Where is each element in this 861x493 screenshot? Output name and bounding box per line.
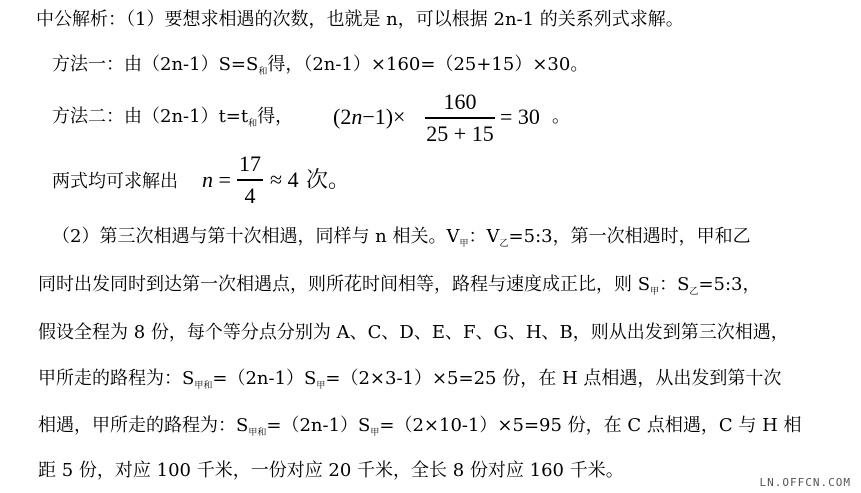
result-numerator: 17	[239, 151, 261, 176]
analysis-intro: 中公解析：（1）要想求相遇的次数，也就是 n，可以根据 2n-1 的关系列式求解。	[36, 9, 684, 30]
site-watermark: LN.OFFCN.COM	[759, 476, 851, 489]
method-one-text-b: 得，（2n-1）×160=（25+15）×30。	[267, 54, 589, 75]
result-text: 两式均可求解出	[52, 171, 178, 192]
fraction-denominator: 25 + 15	[426, 121, 494, 146]
part-two-line-1: （2）第三次相遇与第十次相遇，同样与 n 相关。$V_甲$：$V_乙=5:3$，第一次相遇时，甲和乙	[52, 226, 751, 249]
result-fraction-bar	[237, 179, 263, 181]
part-two-line-2: 同时出发同时到达第一次相遇点，则所花时间相等，路程与速度成正比，则 $S_甲$：$S_乙=5:3$，	[38, 274, 761, 297]
period: 。	[552, 106, 570, 127]
part-two-line-6: 距 5 份，对应 100 千米，一份对应 20 千米，全长 8 份对应 160 千米。	[38, 460, 624, 481]
fraction-bar	[425, 117, 495, 119]
result-unit: 次。	[306, 167, 351, 192]
subscript-he: 和	[248, 119, 258, 129]
result-denominator: 4	[244, 183, 256, 208]
formula-rhs: = 30	[500, 104, 540, 129]
formula-lhs: (2n−1)×	[333, 104, 406, 129]
fraction-numerator: 160	[443, 89, 477, 114]
subscript-he: 和	[258, 67, 268, 77]
part-two-line-4: 甲所走的路程为：$S_{甲和}=(2n-1)S_甲=(2\times 3-1)\times 5=25$ 份，在 H 点相遇，从出发到第十次	[38, 368, 782, 391]
part-two-line-5: 相遇，甲所走的路程为：$S_{甲和}=(2n-1)S_甲=(2\times 10-1)\times 5=95$ 份，在 C 点相遇，C 与 H 相	[38, 415, 802, 438]
method-one-text-a: 方法一：由（2n-1）S=S	[52, 54, 259, 75]
method-two	[52, 108, 293, 129]
part-two-line-3: 假设全程为 8 份，每个等分点分别为 A、C、D、E、F、G、H、B，则从出发到第三次相遇，	[38, 322, 789, 343]
method-one	[52, 56, 588, 77]
result-approx: ≈ 4	[270, 167, 299, 192]
method-two-text-a: 方法二：由（2n-1）t=t	[52, 106, 249, 127]
result-var: n =	[202, 167, 231, 192]
method-two-text-b: 得，	[257, 106, 294, 127]
